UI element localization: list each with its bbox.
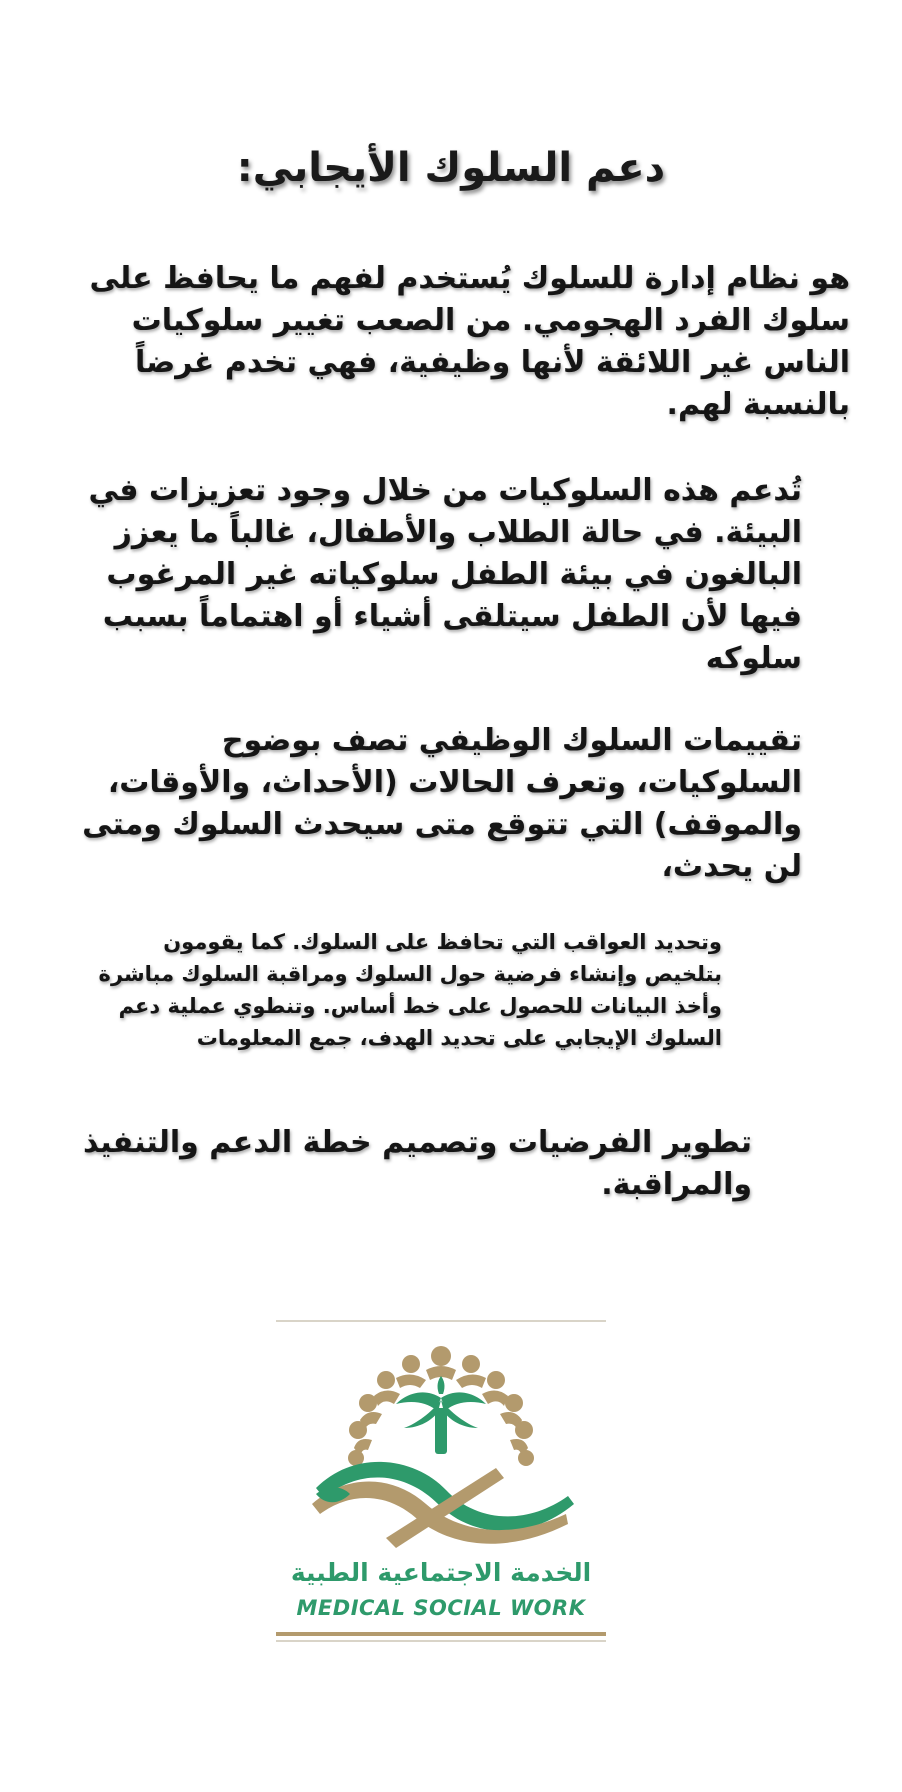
logo-bottom-divider [276,1632,606,1636]
paragraph-functional-assessment: تقييمات السلوك الوظيفي تصف بوضوح السلوكيات، وتعرف الحالات (الأحداث، والأوقات، والموقف) التي تتوقع متى سيحدث السلوك ومتى لن يحدث، [82,723,802,884]
paragraph-plan: تطوير الفرضيات وتصميم خطة الدعم والتنفيذ والمراقبة. [82,1125,752,1202]
medical-social-work-logo-icon [276,1328,606,1556]
paragraph-definition: هو نظام إدارة للسلوك يُستخدم لفهم ما يحافظ على سلوك الفرد الهجومي. من الصعب تغيير سلوكيات الناس غير اللائقة لأنها وظيفية، فهي تخدم غرضاً بالنسبة لهم. [89,261,850,422]
logo-top-divider [276,1320,606,1322]
paragraph-reinforcement: تُدعم هذه السلوكيات من خلال وجود تعزيزات في البيئة. في حالة الطلاب والأطفال، غالباً ما يعزز البالغون في بيئة الطفل سلوكياته غير المرغوب فيها لأن الطفل سيتلقى أشياء أو اهتماماً بسبب سلوكه [88,473,802,676]
medical-social-work-logo [276,1320,606,1652]
logo-bottom-divider-thin [276,1640,606,1642]
page-title: دعم السلوك الأيجابي: [236,144,666,191]
paragraph-consequences: وتحديد العواقب التي تحافظ على السلوك. كما يقومون بتلخيص وإنشاء فرضية حول السلوك ومراقبة السلوك مباشرة وأخذ البيانات للحصول على خط أساس. وتنطوي عملية دعم السلوك الإيجابي على تحديد الهدف، جمع المعلومات [98,930,722,1050]
logo-english-name: MEDICAL SOCIAL WORK [296,1596,586,1620]
logo-arabic-name: الخدمة الاجتماعية الطبية [290,1558,592,1587]
